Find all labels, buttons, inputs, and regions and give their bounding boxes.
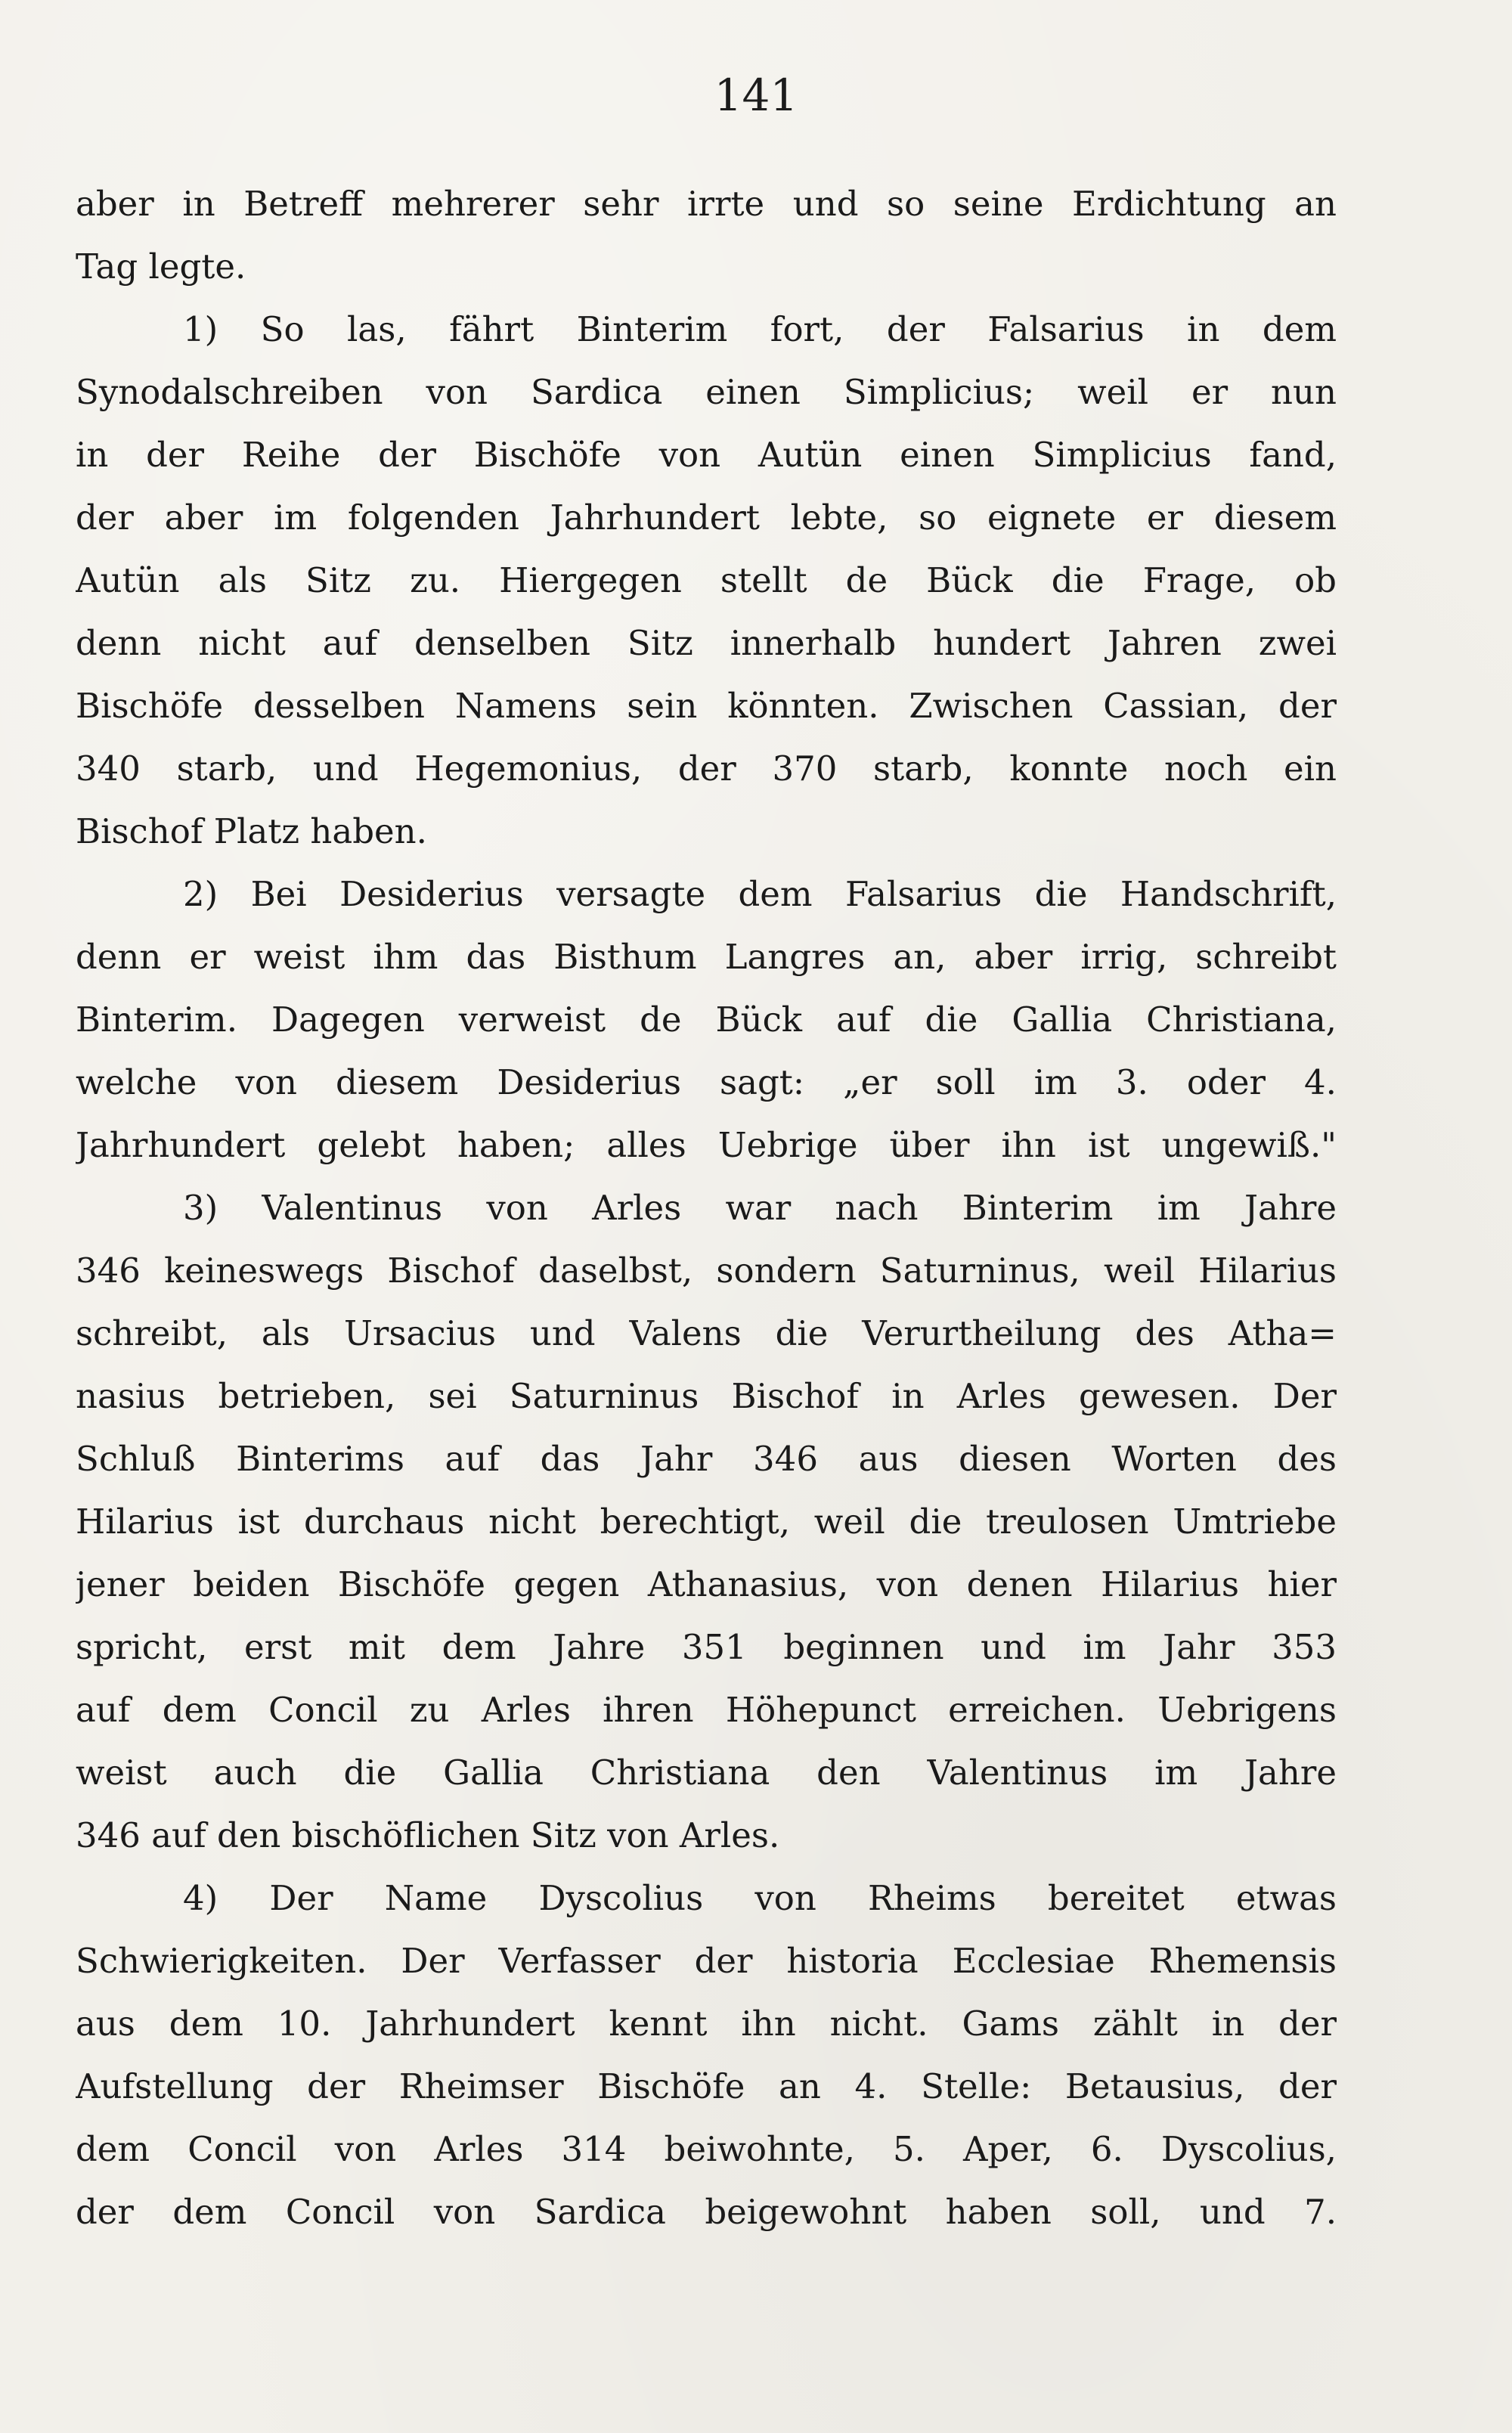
- text-line: 1) So las, fährt Binterim fort, der Falsarius in dem: [183, 309, 1337, 349]
- text-line: der aber im folgenden Jahrhundert lebte, so eignete er diesem: [76, 497, 1337, 538]
- page-number: 141: [714, 70, 798, 121]
- text-line: 3) Valentinus von Arles war nach Binterim im Jahre: [183, 1188, 1337, 1228]
- text-line: denn nicht auf denselben Sitz innerhalb hundert Jahren zwei: [76, 623, 1337, 663]
- text-line: spricht, erst mit dem Jahre 351 beginnen und im Jahr 353: [76, 1627, 1337, 1667]
- text-line: Schluß Binterims auf das Jahr 346 aus diesen Worten des: [76, 1439, 1337, 1479]
- text-line: Tag legte.: [76, 246, 246, 287]
- text-line: denn er weist ihm das Bisthum Langres an, aber irrig, schreibt: [76, 937, 1337, 977]
- text-line: der dem Concil von Sardica beigewohnt haben soll, und 7.: [76, 2192, 1337, 2232]
- text-line: Autün als Sitz zu. Hiergegen stellt de Bück die Frage, ob: [76, 560, 1337, 600]
- text-line: Synodalschreiben von Sardica einen Simplicius; weil er nun: [76, 372, 1337, 412]
- text-line: auf dem Concil zu Arles ihren Höhepunct erreichen. Uebrigens: [76, 1690, 1337, 1730]
- body-text: [76, 172, 1337, 2243]
- text-line: schreibt, als Ursacius und Valens die Verurtheilung des Atha=: [76, 1313, 1337, 1353]
- text-line: Schwierigkeiten. Der Verfasser der historia Ecclesiae Rhemensis: [76, 1941, 1337, 1981]
- text-line: Binterim. Dagegen verweist de Bück auf die Gallia Christiana,: [76, 1000, 1337, 1040]
- text-line: Aufstellung der Rheimser Bischöfe an 4. Stelle: Betausius, der: [76, 2066, 1337, 2106]
- text-line: jener beiden Bischöfe gegen Athanasius, von denen Hilarius hier: [76, 1564, 1337, 1604]
- text-line: 2) Bei Desiderius versagte dem Falsarius die Handschrift,: [183, 874, 1337, 914]
- text-line: weist auch die Gallia Christiana den Valentinus im Jahre: [76, 1753, 1337, 1793]
- text-line: 346 keineswegs Bischof daselbst, sondern Saturninus, weil Hilarius: [76, 1251, 1337, 1291]
- text-line: Bischof Platz haben.: [76, 811, 427, 851]
- text-line: dem Concil von Arles 314 beiwohnte, 5. Aper, 6. Dyscolius,: [76, 2129, 1337, 2169]
- text-line: aus dem 10. Jahrhundert kennt ihn nicht. Gams zählt in der: [76, 2004, 1337, 2044]
- text-line: Bischöfe desselben Namens sein könnten. Zwischen Cassian, der: [76, 686, 1337, 726]
- text-line: 340 starb, und Hegemonius, der 370 starb, konnte noch ein: [76, 748, 1337, 789]
- text-line: Jahrhundert gelebt haben; alles Uebrige über ihn ist ungewiß.": [76, 1125, 1337, 1165]
- text-line: nasius betrieben, sei Saturninus Bischof in Arles gewesen. Der: [76, 1376, 1337, 1416]
- text-line: in der Reihe der Bischöfe von Autün einen Simplicius fand,: [76, 435, 1337, 475]
- text-line: 4) Der Name Dyscolius von Rheims bereitet etwas: [183, 1878, 1337, 1918]
- text-line: welche von diesem Desiderius sagt: „er soll im 3. oder 4.: [76, 1062, 1337, 1102]
- text-line: aber in Betreff mehrerer sehr irrte und so seine Erdichtung an: [76, 184, 1337, 224]
- text-line: Hilarius ist durchaus nicht berechtigt, weil die treulosen Umtriebe: [76, 1502, 1337, 1542]
- text-line: 346 auf den bischöflichen Sitz von Arles.: [76, 1815, 780, 1855]
